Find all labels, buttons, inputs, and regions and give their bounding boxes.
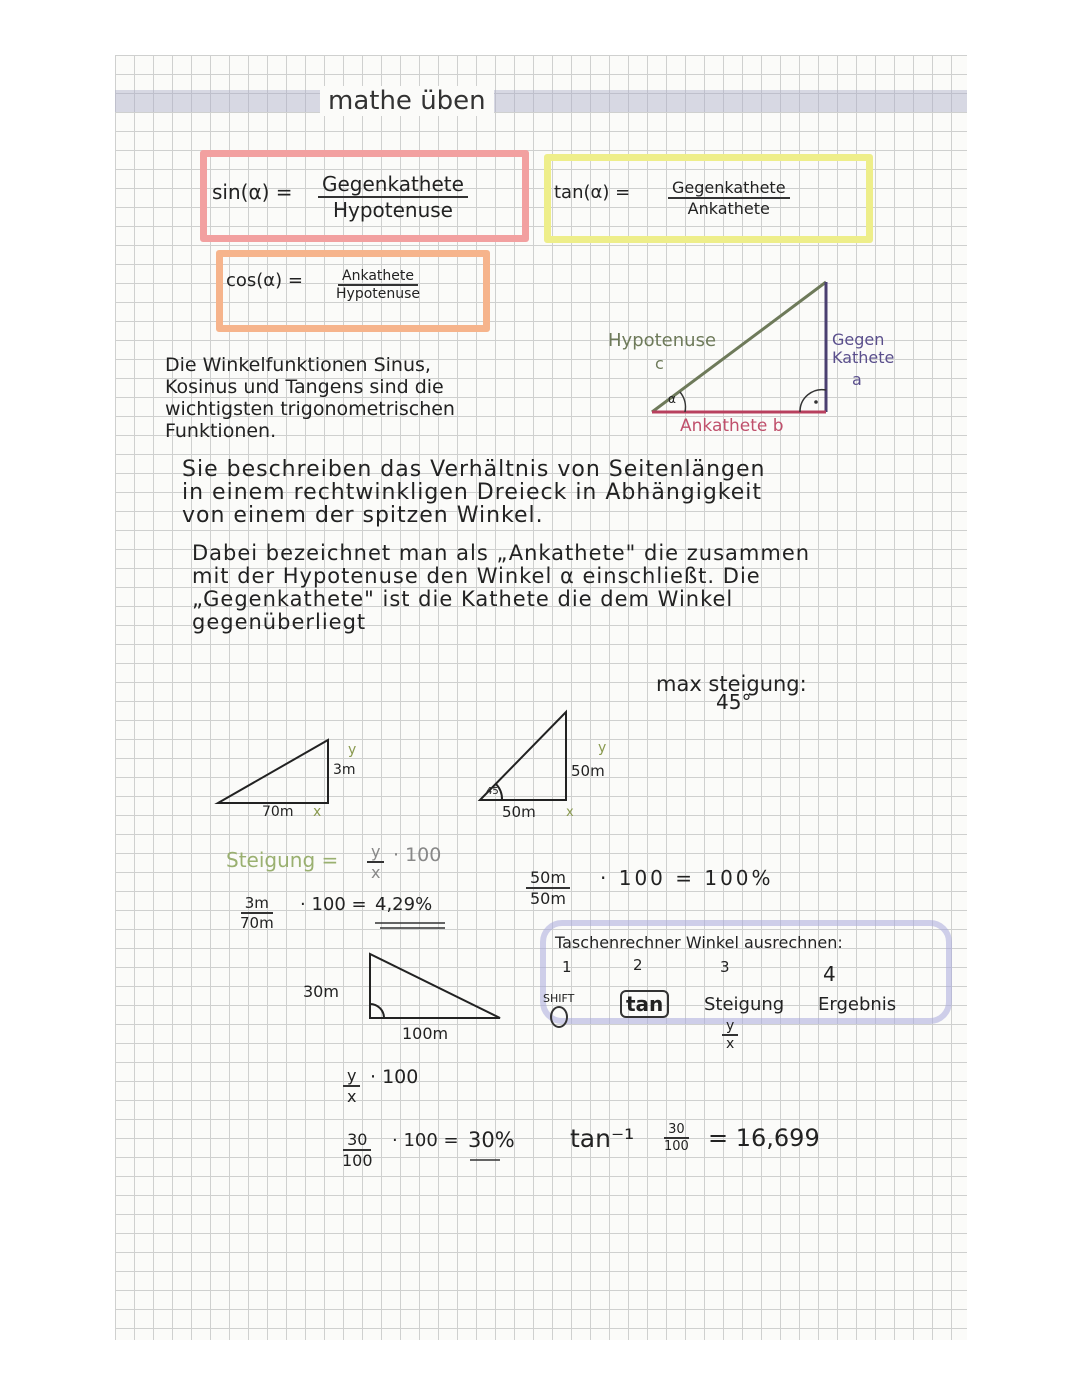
intro-line: Die Winkelfunktionen Sinus, bbox=[165, 354, 431, 376]
arctan-rest: = 16,699 bbox=[708, 1124, 820, 1152]
intro-text bbox=[165, 354, 455, 442]
ex2-height: 50m bbox=[571, 762, 605, 780]
ergebnis-step: Ergebnis bbox=[818, 994, 897, 1015]
calc3-num: y bbox=[343, 1066, 360, 1087]
para-line: von einem der spitzen Winkel. bbox=[182, 503, 544, 528]
opposite-letter: a bbox=[852, 370, 862, 389]
example-triangle-3 bbox=[370, 954, 500, 1018]
step-1: 1 bbox=[562, 958, 572, 976]
calc3-rest: · 100 bbox=[370, 1066, 419, 1088]
arctan-fraction bbox=[664, 1122, 689, 1154]
calc4-den: 100 bbox=[342, 1151, 373, 1170]
calculator-title: Taschenrechner Winkel ausrechnen: bbox=[555, 933, 843, 952]
tan-lhs: tan(α) = bbox=[554, 182, 631, 203]
example-triangle-1 bbox=[218, 740, 328, 803]
sin-den: Hypotenuse bbox=[332, 198, 453, 222]
calc4-num: 30 bbox=[343, 1130, 371, 1151]
shift-key-label: SHIFT bbox=[543, 992, 575, 1005]
sin-lhs: sin(α) = bbox=[212, 180, 293, 204]
calc1-result: 4,29% bbox=[375, 894, 433, 915]
para-line: in einem rechtwinkligen Dreieck in Abhängigkeit bbox=[182, 480, 763, 505]
cos-den: Hypotenuse bbox=[336, 286, 421, 302]
ex2-x: x bbox=[566, 805, 574, 820]
calc4-rest: · 100 = bbox=[392, 1130, 459, 1151]
hypotenuse-letter: c bbox=[655, 354, 664, 373]
opposite-label-1: Gegen bbox=[832, 330, 885, 349]
calc3-fraction bbox=[343, 1066, 360, 1106]
para-line: mit der Hypotenuse den Winkel α einschließt. Die bbox=[192, 564, 761, 588]
para-line: Sie beschreiben das Verhältnis von Seitenlängen bbox=[182, 457, 766, 482]
angle-alpha: α bbox=[668, 392, 676, 406]
ex3-height: 30m bbox=[303, 982, 339, 1001]
opposite-label-2: Kathete bbox=[832, 348, 895, 367]
ex2-y: y bbox=[598, 740, 607, 756]
page-title: mathe üben bbox=[320, 86, 494, 116]
cos-lhs: cos(α) = bbox=[226, 270, 304, 291]
shift-key-icon bbox=[550, 1006, 568, 1028]
tan-key: tan bbox=[620, 990, 669, 1018]
intro-line: wichtigsten trigonometrischen bbox=[165, 398, 455, 420]
ex1-height: 3m bbox=[333, 762, 356, 778]
calc4-result: 30% bbox=[468, 1128, 515, 1152]
adjacent-label: Ankathete b bbox=[680, 416, 784, 436]
calc4-fraction bbox=[342, 1130, 373, 1170]
steigung-den: x bbox=[371, 863, 381, 882]
paragraph-1 bbox=[182, 458, 765, 527]
paragraph-2 bbox=[192, 542, 810, 634]
sin-num: Gegenkathete bbox=[318, 172, 468, 198]
calculator-frac-den: x bbox=[726, 1036, 735, 1052]
calc2-fraction bbox=[526, 868, 570, 908]
steigung-fraction bbox=[367, 842, 384, 882]
calc3-den: x bbox=[347, 1087, 357, 1106]
ex1-y: y bbox=[348, 742, 357, 758]
para-line: Dabei bezeichnet man als „Ankathete" die zusammen bbox=[192, 541, 811, 565]
steigung-step: Steigung bbox=[704, 994, 785, 1015]
steigung-label: Steigung = bbox=[226, 848, 339, 872]
ex1-x: x bbox=[313, 804, 322, 820]
step-4: 4 bbox=[823, 962, 836, 986]
tan-num: Gegenkathete bbox=[668, 178, 790, 199]
calc1-fraction bbox=[240, 894, 274, 932]
calculator-frac-num: y bbox=[722, 1018, 738, 1036]
arctan-den: 100 bbox=[664, 1139, 689, 1154]
step-2: 2 bbox=[633, 956, 643, 974]
max-steigung-label: max steigung: bbox=[656, 672, 807, 696]
intro-line: Kosinus und Tangens sind die bbox=[165, 376, 444, 398]
max-steigung-value: 45° bbox=[716, 690, 752, 714]
step-3: 3 bbox=[720, 958, 730, 976]
calc2-den: 50m bbox=[530, 889, 566, 908]
cos-num: Ankathete bbox=[338, 268, 418, 286]
tan-den: Ankathete bbox=[687, 199, 770, 218]
calc1-den: 70m bbox=[240, 914, 274, 932]
ex2-base: 50m bbox=[502, 803, 536, 821]
calculator-fraction bbox=[722, 1018, 738, 1052]
calc1-num: 3m bbox=[241, 894, 273, 914]
steigung-tail: · 100 bbox=[393, 844, 442, 866]
intro-line: Funktionen. bbox=[165, 420, 277, 442]
arctan-lhs: tan⁻¹ bbox=[570, 1124, 635, 1153]
calc2-num: 50m bbox=[526, 868, 570, 889]
ex2-angle: 45 bbox=[486, 786, 499, 797]
calc2-rest: · 100 = 100% bbox=[600, 866, 774, 890]
ex3-base: 100m bbox=[402, 1024, 449, 1043]
steigung-num: y bbox=[367, 842, 384, 863]
para-line: „Gegenkathete" ist die Kathete die dem Winkel bbox=[192, 587, 734, 611]
calc1-rest: · 100 = bbox=[300, 894, 367, 915]
ex1-base: 70m bbox=[262, 804, 294, 820]
arctan-num: 30 bbox=[664, 1122, 689, 1139]
para-line: gegenüberliegt bbox=[192, 610, 367, 634]
hypotenuse-label: Hypotenuse bbox=[608, 330, 717, 351]
